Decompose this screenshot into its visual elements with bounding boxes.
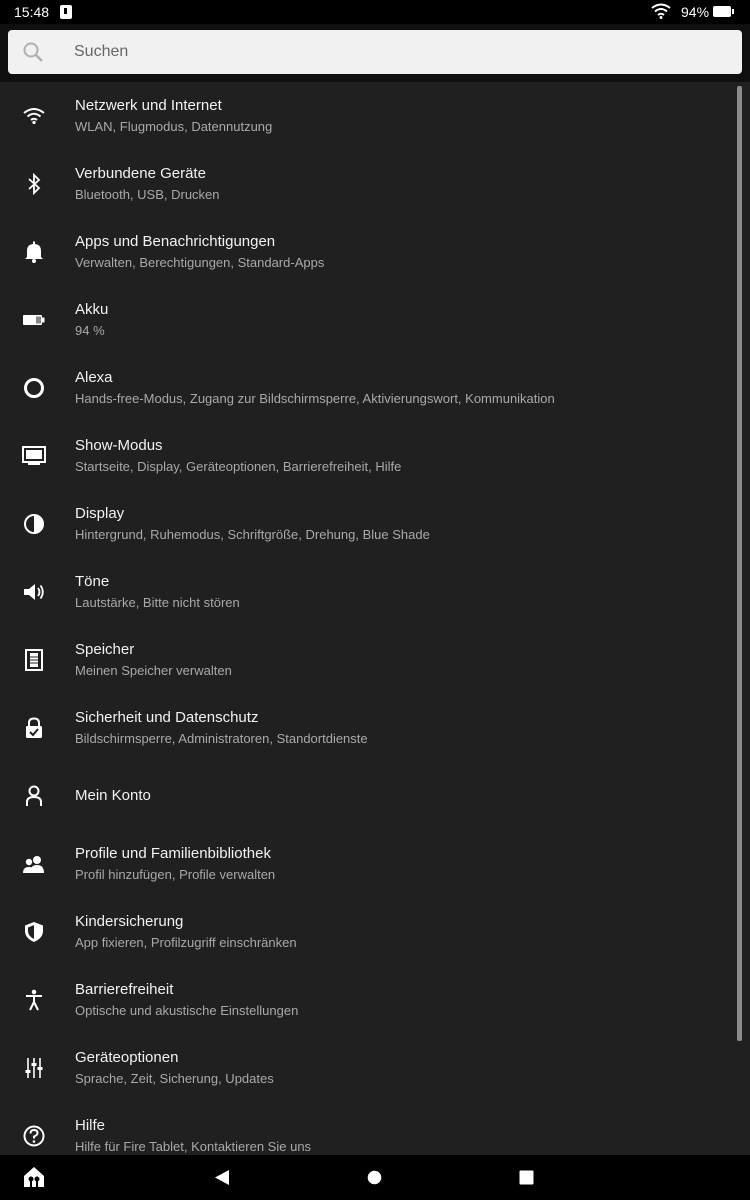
search-box[interactable]: [8, 30, 742, 74]
settings-item-kindersicherung[interactable]: [0, 898, 730, 966]
navigation-bar: [0, 1155, 750, 1200]
contrast-icon: [20, 510, 48, 538]
bell-icon: [20, 238, 48, 266]
settings-item-subtitle: 94 %: [75, 323, 105, 338]
notification-icon: [60, 5, 72, 19]
settings-item-subtitle: Verwalten, Berechtigungen, Standard-Apps: [75, 255, 325, 270]
settings-item-netzwerk[interactable]: [0, 82, 730, 150]
settings-item-subtitle: WLAN, Flugmodus, Datennutzung: [75, 119, 273, 134]
battery-percentage: 94%: [681, 4, 710, 20]
wifi-status-icon: [651, 3, 671, 19]
settings-item-title: Mein Konto: [75, 787, 151, 804]
settings-item-sicherheit[interactable]: [0, 694, 730, 762]
settings-item-title: Apps und Benachrichtigungen: [75, 233, 276, 250]
settings-item-subtitle: App fixieren, Profilzugriff einschränken: [75, 935, 297, 950]
alexa-icon: [20, 374, 48, 402]
search-input[interactable]: [74, 30, 724, 74]
speaker-icon: [20, 578, 48, 606]
settings-item-apps[interactable]: [0, 218, 730, 286]
shield-icon: [20, 918, 48, 946]
settings-item-title: Profile und Familienbibliothek: [75, 845, 271, 862]
settings-item-title: Töne: [75, 573, 110, 590]
settings-item-speicher[interactable]: [0, 626, 730, 694]
settings-item-akku[interactable]: [0, 286, 730, 354]
status-bar: [0, 0, 750, 24]
settings-list[interactable]: [0, 82, 750, 1155]
settings-item-title: Verbundene Geräte: [75, 165, 206, 182]
bluetooth-icon: [20, 170, 48, 198]
settings-item-toene[interactable]: [0, 558, 730, 626]
person-icon: [20, 782, 48, 810]
settings-item-profile[interactable]: [0, 830, 730, 898]
settings-item-subtitle: Profil hinzufügen, Profile verwalten: [75, 867, 276, 882]
settings-item-subtitle: Sprache, Zeit, Sicherung, Updates: [75, 1071, 274, 1086]
settings-item-barrierefreiheit[interactable]: [0, 966, 730, 1034]
settings-item-title: Speicher: [75, 641, 135, 658]
settings-item-title: Sicherheit und Datenschutz: [75, 709, 259, 726]
settings-item-display[interactable]: [0, 490, 730, 558]
battery-status-icon: [713, 6, 731, 17]
settings-item-subtitle: Hintergrund, Ruhemodus, Schriftgröße, Drehung, Blue Shade: [75, 527, 430, 542]
settings-item-title: Display: [75, 505, 125, 522]
settings-item-title: Kindersicherung: [75, 913, 184, 930]
settings-item-subtitle: Startseite, Display, Geräteoptionen, Barrierefreiheit, Hilfe: [75, 459, 402, 474]
settings-item-mein-konto[interactable]: [0, 762, 730, 830]
help-icon: [20, 1122, 48, 1150]
settings-item-title: Geräteoptionen: [75, 1049, 179, 1066]
accessibility-icon: [20, 986, 48, 1014]
status-time: 15:48: [14, 4, 50, 20]
settings-item-title: Hilfe: [75, 1117, 106, 1134]
settings-item-geraeteoptionen[interactable]: [0, 1034, 730, 1102]
search-bar-container: [0, 24, 750, 82]
settings-item-verbundene-geraete[interactable]: [0, 150, 730, 218]
settings-item-subtitle: Hands-free-Modus, Zugang zur Bildschirmsperre, Aktivierungswort, Kommunikation: [75, 391, 555, 406]
storage-icon: [20, 646, 48, 674]
settings-item-subtitle: Meinen Speicher verwalten: [75, 663, 232, 678]
recents-icon[interactable]: [519, 1170, 534, 1185]
home-icon[interactable]: [23, 1166, 45, 1188]
settings-item-show-modus[interactable]: [0, 422, 730, 490]
people-icon: [20, 850, 48, 878]
settings-item-subtitle: Lautstärke, Bitte nicht stören: [75, 595, 240, 610]
settings-item-title: Show-Modus: [75, 437, 163, 454]
wifi-icon: [20, 102, 48, 130]
settings-item-title: Netzwerk und Internet: [75, 97, 222, 114]
settings-item-hilfe[interactable]: [0, 1102, 730, 1155]
back-icon[interactable]: [214, 1169, 230, 1186]
settings-item-title: Akku: [75, 301, 109, 318]
settings-item-alexa[interactable]: [0, 354, 730, 422]
monitor-icon: [20, 442, 48, 470]
settings-item-subtitle: Bildschirmsperre, Administratoren, Standortdienste: [75, 731, 368, 746]
settings-item-title: Alexa: [75, 369, 113, 386]
battery-icon: [20, 306, 48, 334]
scrollbar[interactable]: [737, 86, 742, 1041]
settings-item-subtitle: Bluetooth, USB, Drucken: [75, 187, 220, 202]
search-icon: [22, 41, 44, 63]
home-circle-icon[interactable]: [367, 1170, 382, 1185]
settings-item-title: Barrierefreiheit: [75, 981, 174, 998]
settings-item-subtitle: Hilfe für Fire Tablet, Kontaktieren Sie uns: [75, 1139, 312, 1154]
sliders-icon: [20, 1054, 48, 1082]
settings-item-subtitle: Optische und akustische Einstellungen: [75, 1003, 299, 1018]
lock-icon: [20, 714, 48, 742]
